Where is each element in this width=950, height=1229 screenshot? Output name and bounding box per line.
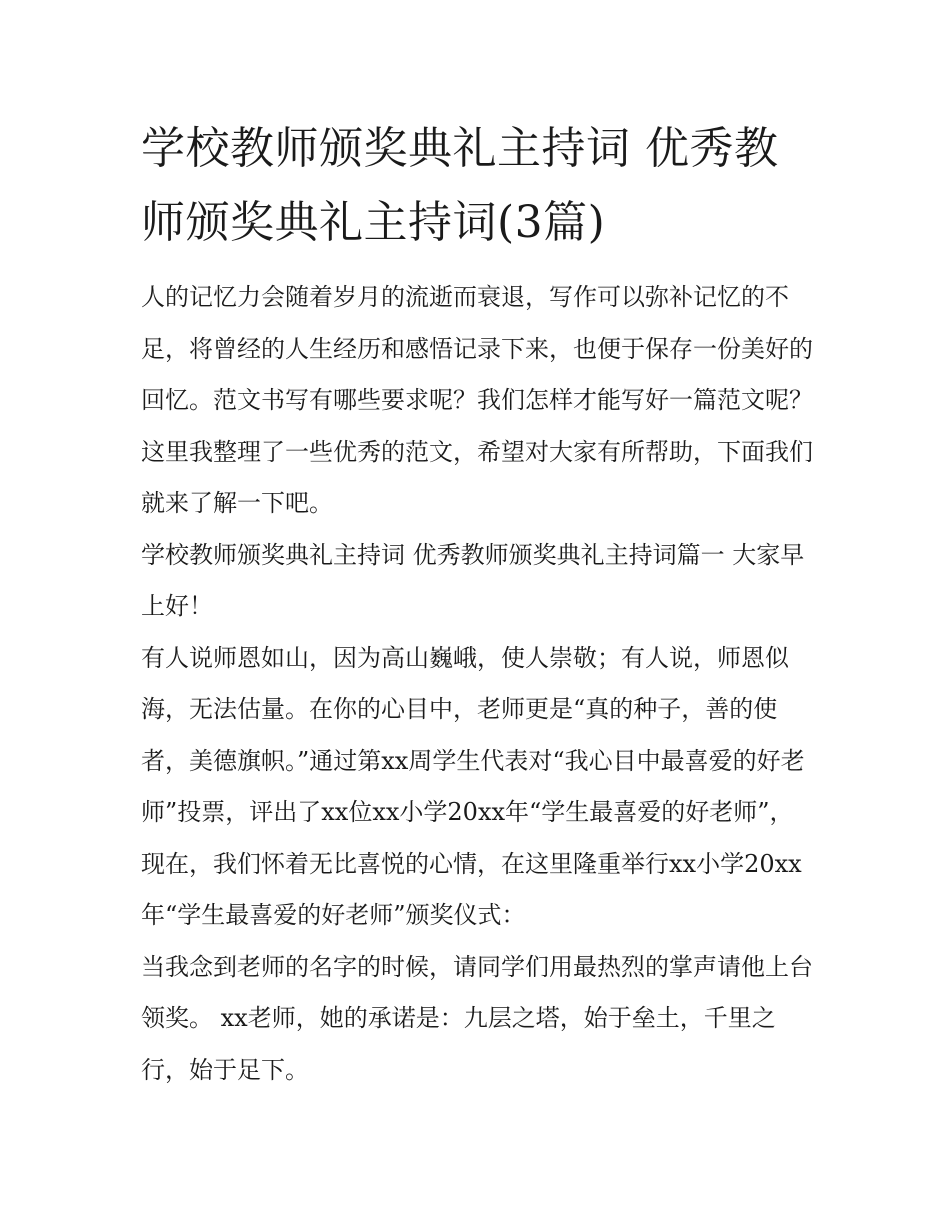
paragraph-intro: 人的记忆力会随着岁月的流逝而衰退，写作可以弥补记忆的不足，将曾经的人生经历和感悟记录下来，也便于保存一份美好的回忆。范文书写有哪些要求呢？我们怎样才能写好一篇范文呢？这里我整理了一些优秀的范文，希望对大家有所帮助，下面我们就来了解一下吧。	[141, 283, 813, 517]
document-page	[141, 112, 813, 1096]
paragraph-award-first: 当我念到老师的名字的时候，请同学们用最热烈的掌声请他上台领奖。 xx老师，她的承诺是：九层之塔，始于垒土，千里之行，始于足下。	[141, 952, 813, 1084]
paragraph-greeting: 学校教师颁奖典礼主持词 优秀教师颁奖典礼主持词篇一 大家早上好！	[141, 540, 805, 620]
paragraph-teacher-praise: 有人说师恩如山，因为高山巍峨，使人崇敬；有人说，师恩似海，无法估量。在你的心目中，老师更是“真的种子，善的使者，美德旗帜。”通过第xx周学生代表对“我心目中最喜爱的好老师”投票，评出了xx位xx小学20xx年“学生最喜爱的好老师”，现在，我们怀着无比喜悦的心情，在这里隆重举行xx小学20xx年“学生最喜爱的好老师”颁奖仪式：	[141, 643, 805, 929]
document-title: 学校教师颁奖典礼主持词 优秀教师颁奖典礼主持词(3篇)	[141, 123, 779, 248]
